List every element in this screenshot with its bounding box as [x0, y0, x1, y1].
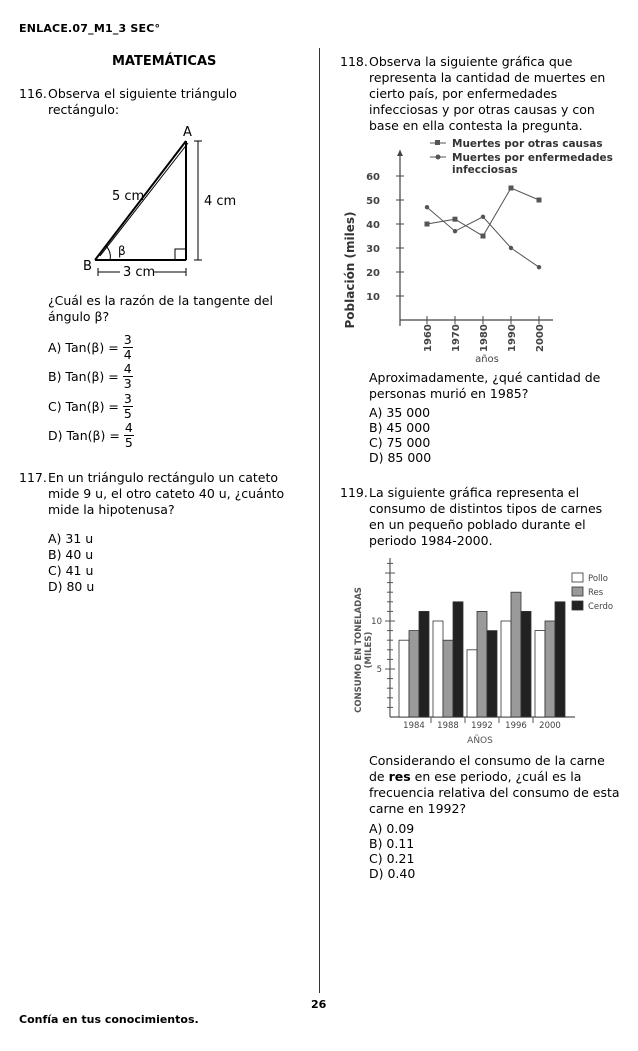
- bar-cerdo: [453, 602, 463, 717]
- q117-line-1: En un triángulo rectángulo un cateto: [48, 470, 279, 485]
- y-tick-label: 10: [366, 292, 380, 303]
- x-tick-label: 1990: [507, 324, 518, 352]
- bar-pollo: [433, 621, 443, 717]
- fraction: $\frac{3}{5}$: [123, 391, 132, 421]
- q119-line-3: en un pequeño poblado durante el: [369, 517, 586, 532]
- bar-chart-legend: [572, 573, 613, 612]
- data-point: [537, 265, 541, 269]
- x-tick-label: 1984: [403, 721, 425, 731]
- bar-res: [477, 611, 487, 717]
- legend-label-infecciosas: Muertes por enfermedades: [452, 152, 613, 164]
- bar-cerdo: [487, 631, 497, 717]
- legend-label-otras-causas: Muertes por otras causas: [452, 138, 603, 150]
- y-tick-label: 40: [366, 220, 380, 231]
- bar-res: [545, 621, 555, 717]
- emphasis-res: res: [388, 769, 411, 784]
- q116-option-b[interactable]: B) Tan(β) = $\frac{4}{3}$: [48, 361, 132, 391]
- bar-chart: [340, 550, 625, 750]
- column-divider: [319, 48, 320, 993]
- page-number: 26: [311, 998, 327, 1011]
- q117-option-d[interactable]: D) 80 u: [48, 579, 95, 594]
- bar-cerdo: [521, 611, 531, 717]
- data-point: [453, 229, 457, 233]
- y-tick-label: 30: [366, 244, 380, 255]
- bar-res: [409, 631, 419, 717]
- data-point: [453, 217, 458, 222]
- bar-chart-ylabel-line2: (MILES): [364, 631, 374, 669]
- q118-option-d[interactable]: D) 85 000: [369, 450, 432, 465]
- y-tick-label: 50: [366, 196, 380, 207]
- q119-option-b[interactable]: B) 0.11: [369, 836, 415, 851]
- bar-res: [443, 640, 453, 717]
- legend-swatch-cerdo: [572, 601, 583, 610]
- legend-label-res: Res: [588, 588, 604, 598]
- legend-label-pollo: Pollo: [588, 574, 608, 584]
- fraction: $\frac{3}{4}$: [123, 332, 132, 362]
- q118-question-1: Aproximadamente, ¿qué cantidad de: [369, 370, 601, 385]
- q119-line-1: La siguiente gráfica representa el: [369, 485, 580, 500]
- base-label: 3 cm: [123, 265, 156, 280]
- x-tick-label: 1980: [479, 324, 490, 352]
- q117-line-2: mide 9 u, el otro cateto 40 u, ¿cuánto: [48, 486, 285, 501]
- line-chart: [330, 130, 620, 368]
- data-point: [481, 234, 486, 239]
- x-tick-label: 1988: [437, 721, 459, 731]
- x-tick-label: 1970: [451, 324, 462, 352]
- q116-question-2: ángulo β?: [48, 309, 110, 324]
- bar-pollo: [501, 621, 511, 717]
- line-chart-ylabel: Población (miles): [343, 211, 357, 329]
- q118-line-2: representa la cantidad de muertes en: [369, 70, 606, 85]
- data-point: [425, 222, 430, 227]
- legend-marker-dot: [436, 155, 441, 160]
- bar-chart-xlabel: AÑOS: [467, 736, 493, 746]
- legend-swatch-pollo: [572, 573, 583, 582]
- q119-question-3: frecuencia relativa del consumo de esta: [369, 785, 620, 800]
- x-tick-label: 2000: [535, 324, 546, 352]
- x-tick-label: 1992: [471, 721, 493, 731]
- q116-text-2: rectángulo:: [48, 102, 120, 117]
- q119-line-2: consumo de distintos tipos de carnes: [369, 501, 603, 516]
- line-chart-xlabel: años: [475, 354, 499, 365]
- data-point: [509, 186, 514, 191]
- q118-line-1: Observa la siguiente gráfica que: [369, 54, 573, 69]
- fraction: $\frac{4}{5}$: [124, 420, 133, 450]
- vertex-b-label: B: [83, 259, 92, 274]
- q117-line-3: mide la hipotenusa?: [48, 502, 175, 517]
- q117-option-a[interactable]: A) 31 u: [48, 531, 94, 546]
- bar-chart-ylabel-line1: CONSUMO EN TONELADAS: [354, 587, 364, 713]
- bar-res: [511, 592, 521, 717]
- y-tick-label: 60: [366, 172, 380, 183]
- q117-option-c[interactable]: C) 41 u: [48, 563, 94, 578]
- y-tick-label: 10: [371, 617, 382, 627]
- q116-question-1: ¿Cuál es la razón de la tangente del: [48, 293, 273, 308]
- q116-number: 116.: [19, 86, 47, 101]
- q119-option-c[interactable]: C) 0.21: [369, 851, 415, 866]
- q116-option-a[interactable]: A) Tan(β) = $\frac{3}{4}$: [48, 332, 132, 362]
- q118-option-a[interactable]: A) 35 000: [369, 405, 431, 420]
- q116-option-c[interactable]: C) Tan(β) = $\frac{3}{5}$: [48, 391, 132, 421]
- legend-marker-square: [435, 140, 440, 145]
- x-tick-label: 1960: [423, 324, 434, 352]
- legend-label-cerdo: Cerdo: [588, 602, 614, 612]
- bar-pollo: [535, 631, 545, 717]
- bar-cerdo: [555, 602, 565, 717]
- bar-pollo: [467, 650, 477, 717]
- angle-beta-label: β: [118, 244, 126, 258]
- vertex-a-label: A: [183, 125, 192, 140]
- x-tick-label: 2000: [539, 721, 561, 731]
- data-point: [481, 215, 485, 219]
- q118-line-5: base en ella contesta la pregunta.: [369, 118, 583, 133]
- document-header: ENLACE.07_M1_3 SEC°: [19, 22, 161, 35]
- q119-question-2: de res en ese periodo, ¿cuál es la: [369, 769, 582, 784]
- q119-question-1: Considerando el consumo de la carne: [369, 753, 605, 768]
- data-point: [509, 246, 513, 250]
- data-point: [425, 205, 429, 209]
- q119-option-a[interactable]: A) 0.09: [369, 821, 415, 836]
- q118-option-c[interactable]: C) 75 000: [369, 435, 431, 450]
- q116-text-1: Observa el siguiente triángulo: [48, 86, 237, 101]
- footer-text: Confía en tus conocimientos.: [19, 1013, 199, 1026]
- q118-question-2: personas murió en 1985?: [369, 386, 529, 401]
- bar-cerdo: [419, 611, 429, 717]
- right-angle-mark: [175, 249, 186, 260]
- hypotenuse-label: 5 cm: [112, 189, 145, 204]
- q118-number: 118.: [340, 54, 368, 69]
- subject-title: MATEMÁTICAS: [112, 54, 217, 69]
- height-label: 4 cm: [204, 194, 237, 209]
- fraction: $\frac{4}{3}$: [123, 361, 132, 391]
- y-axis-arrow: [397, 150, 403, 156]
- x-tick-label: 1996: [505, 721, 527, 731]
- q116-option-d[interactable]: D) Tan(β) = $\frac{4}{5}$: [48, 420, 133, 450]
- bar-pollo: [399, 640, 409, 717]
- y-tick-label: 5: [376, 665, 382, 675]
- data-point: [537, 198, 542, 203]
- svg-text:infecciosas: infecciosas: [452, 164, 518, 176]
- q118-line-3: cierto país, por enfermedades: [369, 86, 558, 101]
- q118-option-b[interactable]: B) 45 000: [369, 420, 431, 435]
- q118-line-4: infecciosas y por otras causas y con: [369, 102, 595, 117]
- q117-option-b[interactable]: B) 40 u: [48, 547, 94, 562]
- q119-option-d[interactable]: D) 0.40: [369, 866, 416, 881]
- y-tick-label: 20: [366, 268, 380, 279]
- q119-question-4: carne en 1992?: [369, 801, 467, 816]
- q117-number: 117.: [19, 470, 47, 485]
- series-line-otras-causas: [427, 188, 539, 236]
- legend-swatch-res: [572, 587, 583, 596]
- triangle-figure: [80, 120, 240, 280]
- line-chart-legend: [430, 138, 613, 176]
- q119-number: 119.: [340, 485, 368, 500]
- q119-line-4: periodo 1984-2000.: [369, 533, 493, 548]
